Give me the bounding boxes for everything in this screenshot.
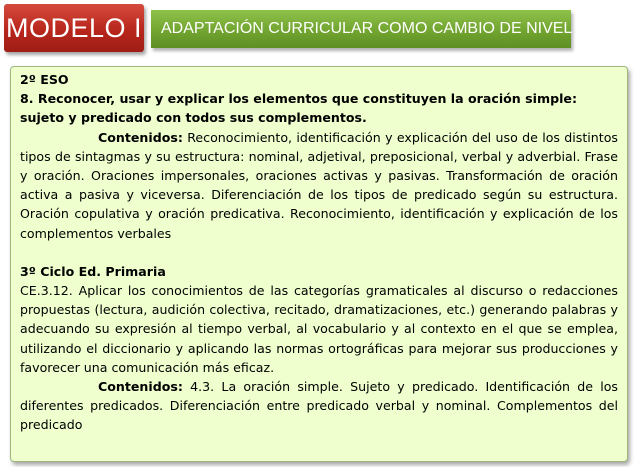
primaria-contents (20, 377, 618, 435)
eso-contents (20, 128, 618, 243)
primaria-cycle-heading: 3º Ciclo Ed. Primaria (20, 263, 166, 279)
eso-contents-text: Reconocimiento, identificación y explicación del uso de los distintos tipos de sintagmas y su estructura: nominal, adjetival, preposicional, verbal y adverbial. Frase y oración. Oraciones impersonales, oraciones activas y pasivas. Transformación de oración activa a pasiva y viceversa. Diferenciación de los tipos de predicado según su estructura. Oración copulativa y oración predicativa. Reconocimiento, identificación y explicación de los complementos verbales (20, 129, 618, 241)
primaria-criterion: CE.3.12. Aplicar los conocimientos de las categorías gramaticales al discurso o redacciones propuestas (lectura, audición colectiva, recitado, dramatizaciones, etc.) generando palabras y adecuando su expresión al tiempo verbal, al vocabulario y al contexto en el que se emplea, utilizando el diccionario y aplicando las normas ortográficas para mejorar sus producciones y favorecer una comunicación más eficaz. (20, 283, 618, 375)
page-title: ADAPTACIÓN CURRICULAR COMO CAMBIO DE NIVEL (151, 10, 571, 48)
primaria-contents-label: Contenidos: (98, 379, 183, 395)
model-label: MODELO I (4, 4, 144, 52)
content-box (10, 66, 628, 462)
section-spacer (20, 243, 618, 262)
eso-grade-heading: 2º ESO (20, 72, 69, 87)
eso-contents-label: Contenidos: (98, 129, 183, 145)
primaria-contents-text: 4.3. La oración simple. Sujeto y predicado. Identificación de los diferentes predicados. Diferenciación entre predicado verbal y nominal. Complementos del predicado (20, 379, 618, 433)
eso-criterion: 8. Reconocer, usar y explicar los elementos que constituyen la oración simple: sujeto y predicado con todos sus complementos. (20, 91, 577, 126)
